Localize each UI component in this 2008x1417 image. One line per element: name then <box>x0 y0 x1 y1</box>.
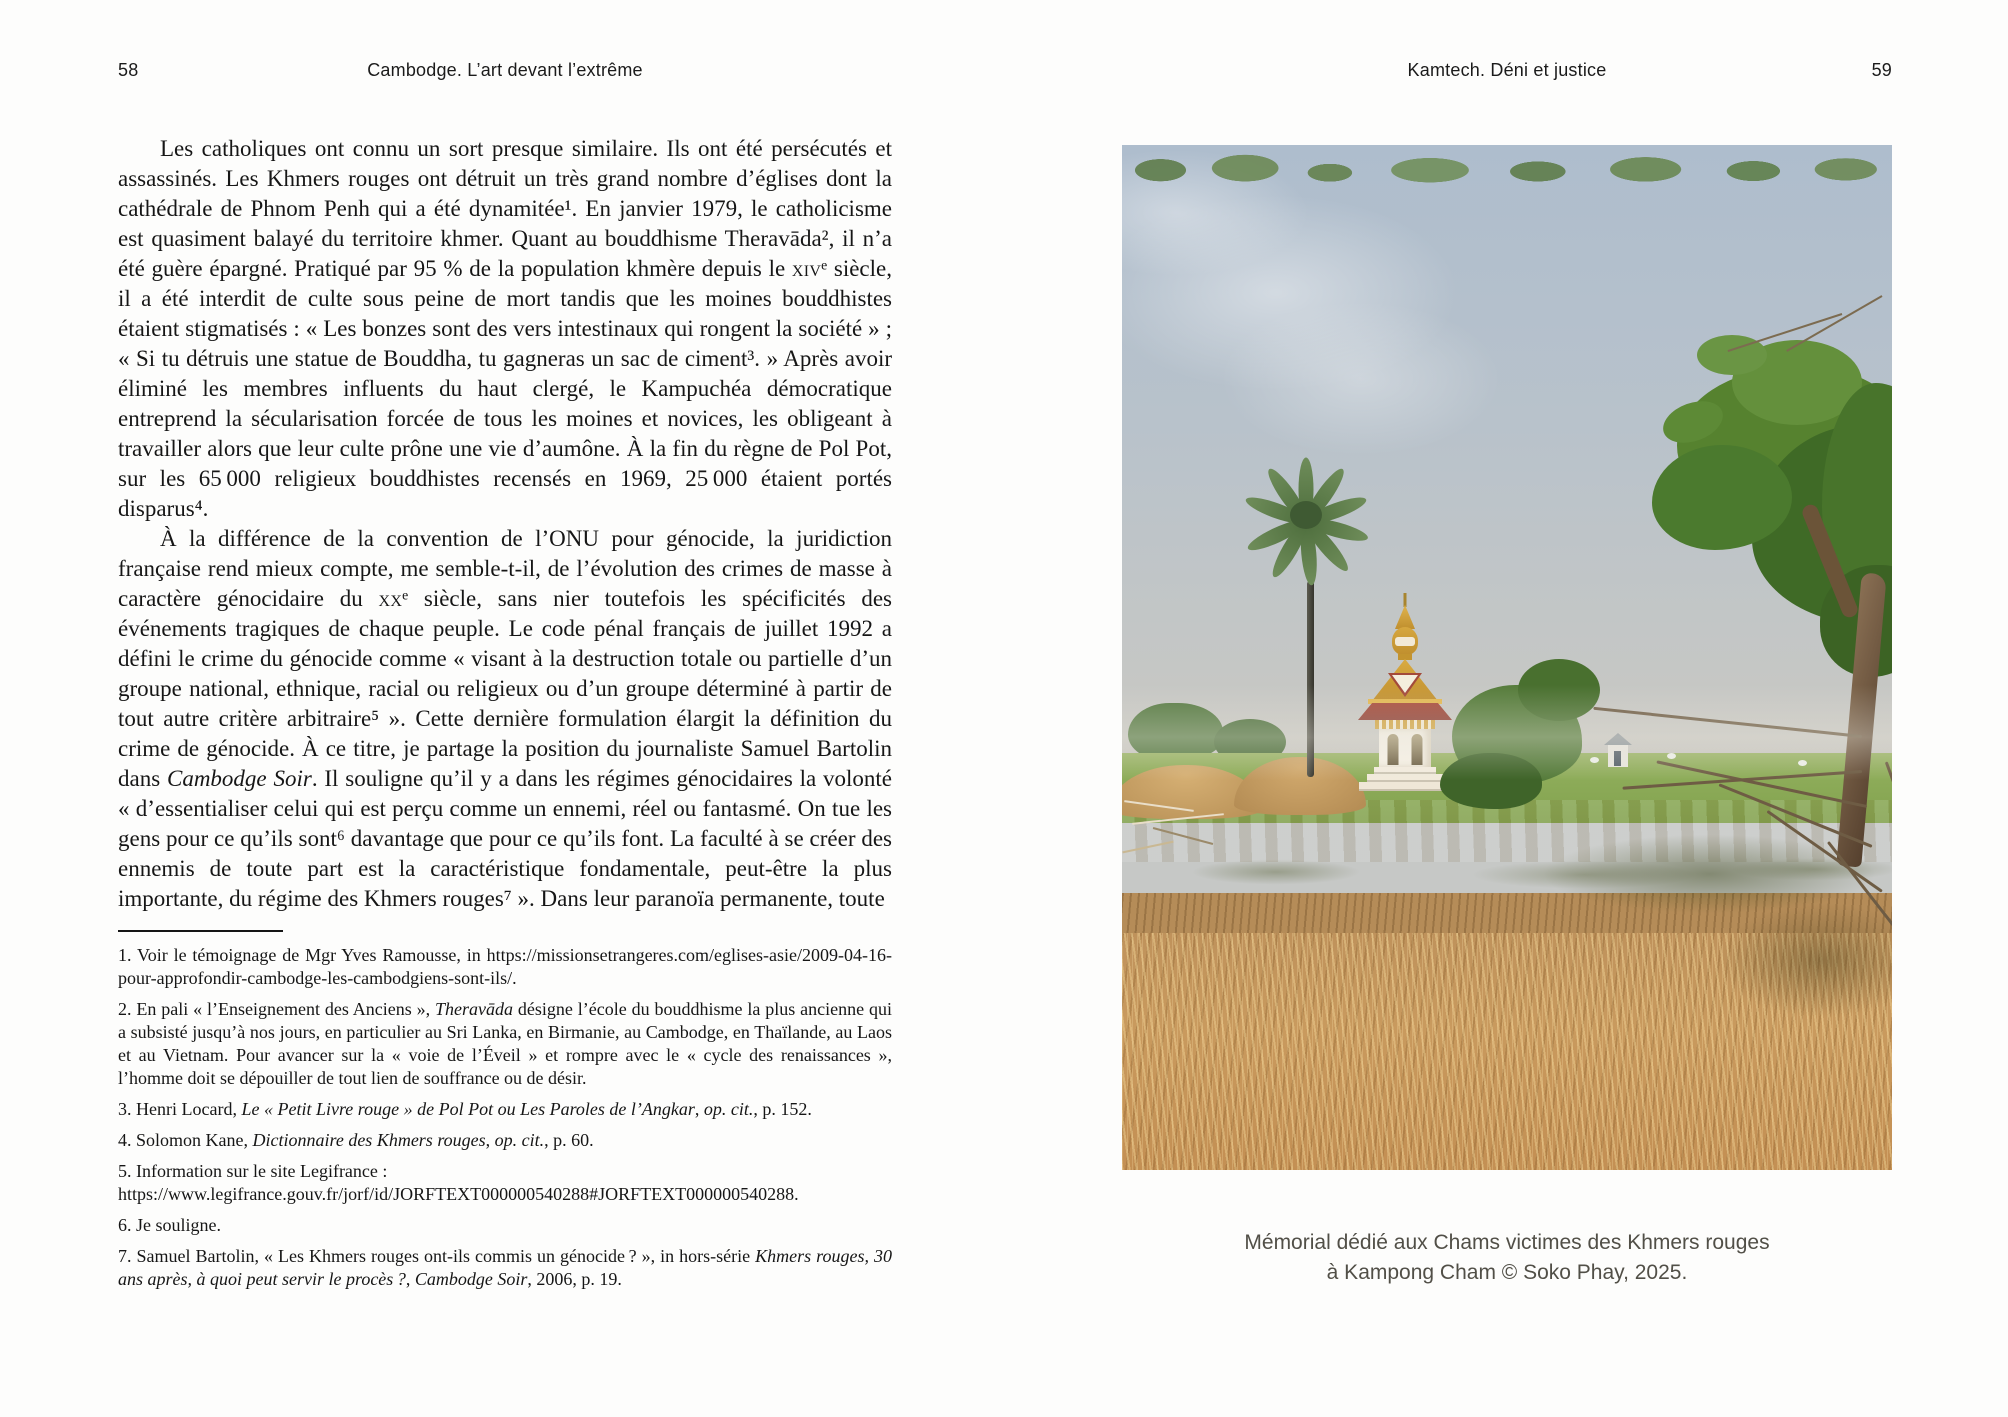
footnote-6: 6. Je souligne. <box>118 1215 221 1235</box>
stupa-dome-band <box>1395 637 1415 646</box>
horizon-haze <box>1122 685 1892 780</box>
right-page-number: 59 <box>1871 60 1892 80</box>
footnote-3: 3. Henri Locard, Le « Petit Livre rouge » de Pol Pot ou Les Paroles de l’Angkar, op. cit., p. 152. <box>118 1099 812 1119</box>
footnote-1: 1. Voir le témoignage de Mgr Yves Ramousse, in https://missionsetrangeres.com/eglises-asie/2009-04-16-pour-approfondir-cambodge-les-cambodgiens-sont-ils/. <box>118 945 892 988</box>
photo-caption-line2: à Kampong Cham © Soko Phay, 2025. <box>1326 1261 1688 1284</box>
palm-crown-core <box>1290 501 1322 529</box>
footnote-rule <box>118 930 283 932</box>
ground-shadow <box>1717 903 1892 1018</box>
footnote-2: 2. En pali « l’Enseignement des Anciens », Theravāda désigne l’école du bouddhisme la plus ancienne qui a subsisté jusqu’à nos jours, en particulier au Sri Lanka, en Birmanie, au Cambodge, en Thaïlande, au Laos et au Vietnam. Pour avancer sur la « voie de l’Éveil » et rompre avec le « cycle des renaissances », l’homme doit se dépouiller de tout lien de souffrance ou de désir. <box>118 999 892 1088</box>
distant-treeline <box>1122 145 1892 187</box>
right-running-title: Kamtech. Déni et justice <box>1407 60 1607 80</box>
memorial-photo <box>1122 145 1892 1170</box>
footnote-5: 5. Information sur le site Legifrance : https://www.legifrance.gouv.fr/jorf/id/JORFTEXT000000540288#JORFTEXT000000540288. <box>118 1161 799 1204</box>
palm-tree <box>1246 449 1366 591</box>
paragraph-2: À la différence de la convention de l’ONU pour génocide, la juridiction française rend mieux compte, me semble-t-il, de l’évolution des crimes de masse à caractère génocidaire du xxᵉ siècle, sans nier toutefois les spécificités des événements tragiques de chaque peuple. Le code pénal français de juillet 1992 a défini le crime du génocide comme « visant à la destruction totale ou partielle d’un groupe national, ethnique, racial ou religieux ou d’un groupe déterminé à partir de tout autre critère arbitraire⁵ ». Cette dernière formulation élargit la définition du crime de génocide. À ce titre, je partage la position du journaliste Samuel Bartolin dans Cambodge Soir. Il souligne qu’il y a dans les régimes génocidaires la volonté « d’essentialiser celui qui est perçu comme un ennemi, réel ou fantasmé. On tue les gens pour ce qu’ils sont⁶ davantage que pour ce qu’ils font. La faculté à se créer des ennemis de toute part est la caractéristique fondamentale, peut-être la plus importante, du régime des Khmers rouges⁷ ». Dans leur paranoïa permanente, toute <box>118 526 893 911</box>
footnote-4: 4. Solomon Kane, Dictionnaire des Khmers rouges, op. cit., p. 60. <box>118 1130 594 1150</box>
paragraph-1: Les catholiques ont connu un sort presque similaire. Ils ont été persécutés et assassinés. Les Khmers rouges ont détruit un très grand nombre d’églises dont la cathédrale de Phnom Penh qui a été dynamitée¹. En janvier 1979, le catholicisme est quasiment balayé du territoire khmer. Quant au bouddhisme Theravāda², il n’a été guère épargné. Pratiqué par 95 % de la population khmère depuis le xivᵉ siècle, il a été interdit de culte sous peine de mort tandis que les moines bouddhistes étaient stigmatisés : « Les bonzes sont des vers intestinaux qui rongent la société » ; « Si tu détruis une statue de Bouddha, tu gagneras un sac de ciment³. » Après avoir éliminé les membres influents du haut clergé, le Kampuchéa démocratique entreprend la sécularisation forcée de tous les moines et novices, les obligeant à travailler alors que leur culte prône une vie d’aumône. À la fin du règne de Pol Pot, sur les 65 000 religieux bouddhistes recensés en 1969, 25 000 étaient portés disparus⁴. <box>118 136 892 521</box>
left-page-number: 58 <box>118 60 139 80</box>
stupa-base-step <box>1359 782 1451 791</box>
photo-caption <box>1122 1228 1892 1288</box>
footnote-7: 7. Samuel Bartolin, « Les Khmers rouges ont-ils commis un génocide ? », in hors-série Khmers rouges, 30 ans après, à quoi peut servir le procès ?, Cambodge Soir, 2006, p. 19. <box>118 1246 892 1289</box>
left-running-title: Cambodge. L’art devant l’extrême <box>367 60 643 80</box>
photo-caption-line1: Mémorial dédié aux Chams victimes des Khmers rouges <box>1244 1231 1770 1254</box>
body-text-column <box>118 134 892 1299</box>
stupa-spire <box>1395 605 1415 629</box>
stupa-finial <box>1404 593 1407 607</box>
footnotes <box>118 944 892 1291</box>
